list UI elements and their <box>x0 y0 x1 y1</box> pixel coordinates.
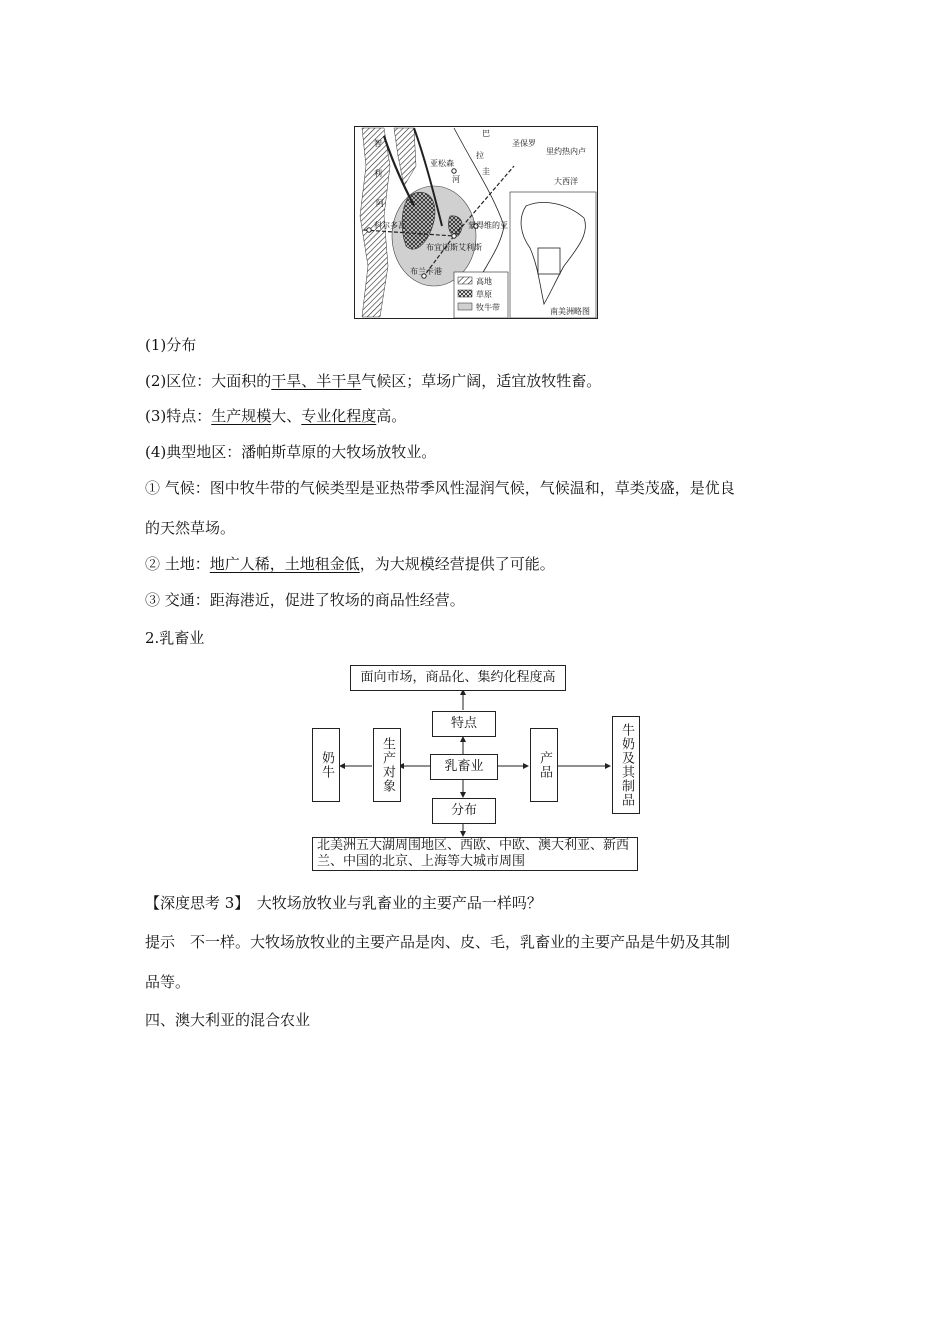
para-location-a: (2)区位：大面积的 <box>145 372 272 390</box>
para-features <box>145 406 406 426</box>
flow-box-distribution: 分布 <box>432 798 496 824</box>
para-location-c: 气候区；草场广阔，适宜放牧牲畜。 <box>361 372 602 390</box>
para-features-scale: 生产规模 <box>211 407 272 425</box>
map-label-asuncion: 亚松森 <box>430 159 454 168</box>
map-label-rio: 里约热内卢 <box>546 147 586 156</box>
flow-box-product: 产品 <box>530 728 558 802</box>
para-land-a: ② 土地： <box>145 555 210 573</box>
flow-box-milk: 牛奶及其制品 <box>612 716 640 814</box>
map-label-gui: 圭 <box>482 167 490 176</box>
para-location <box>145 371 601 391</box>
para-location-underline: 干旱、半干旱 <box>271 372 362 390</box>
inset-caption: 南美洲略图 <box>550 307 590 316</box>
para-typical-region: (4)典型地区：潘帕斯草原的大牧场放牧业。 <box>145 443 437 461</box>
para-climate-line2: 的天然草场。 <box>145 519 236 537</box>
flow-box-features: 特点 <box>432 711 496 737</box>
para-distribution: (1)分布 <box>145 336 197 354</box>
legend-highland: 高地 <box>476 277 492 286</box>
map-label-zhi: 智 <box>374 139 382 148</box>
map-label-sao-paulo: 圣保罗 <box>512 139 536 148</box>
pampas-map <box>354 126 598 319</box>
south-america-inset <box>510 192 596 318</box>
map-label-bahia-blanca: 布兰卡港 <box>410 267 442 276</box>
map-label-la: 拉 <box>476 151 484 160</box>
hint-line1: 提示 不一样。大牧场放牧业的主要产品是肉、皮、毛，乳畜业的主要产品是牛奶及其制 <box>145 933 731 951</box>
section-australia: 四、澳大利亚的混合农业 <box>145 1011 311 1029</box>
map-label-atlantic: 大西洋 <box>554 177 578 186</box>
dairy-flow-diagram <box>310 664 650 874</box>
para-land-underline: 地广人稀，土地租金低 <box>209 555 360 573</box>
flow-box-cow: 奶牛 <box>312 728 340 802</box>
map-label-ba: 巴 <box>482 129 490 138</box>
para-features-c: 大、 <box>271 407 302 425</box>
para-features-specialization: 专业化程度 <box>301 407 377 425</box>
para-features-e: 高。 <box>376 407 407 425</box>
deep-thinking-question: 【深度思考 3】 大牧场放牧业与乳畜业的主要产品一样吗？ <box>145 894 542 912</box>
legend-cattle-belt: 牧牛带 <box>476 303 500 312</box>
legend-grassland: 草原 <box>476 290 492 299</box>
section-dairy: 2.乳畜业 <box>145 629 205 647</box>
map-label-cordoba: 科尔多瓦 <box>374 221 406 230</box>
map-label-li: 利 <box>374 169 382 178</box>
para-land-c: ，为大规模经营提供了可能。 <box>359 555 555 573</box>
flow-box-market: 面向市场，商品化、集约化程度高 <box>350 665 566 691</box>
flow-box-object: 生产对象 <box>373 728 401 802</box>
para-climate-line1: ① 气候：图中牧牛带的气候类型是亚热带季风性湿润气候，气候温和，草类茂盛，是优良 <box>145 479 735 497</box>
hint-line2: 品等。 <box>145 973 191 991</box>
map-label-he: 河 <box>452 175 460 184</box>
flow-box-regions: 北美洲五大湖周围地区、西欧、中欧、澳大利亚、新西兰、中国的北京、上海等大城市周围 <box>312 837 638 871</box>
map-legend <box>454 272 508 318</box>
map-label-montevideo: 蒙得维的亚 <box>468 221 508 230</box>
para-features-a: (3)特点： <box>145 407 212 425</box>
para-transport: ③ 交通：距海港近，促进了牧场的商品性经营。 <box>145 591 465 609</box>
map-label-a: 阿 <box>376 199 384 208</box>
para-land <box>145 554 555 574</box>
map-label-buenos-aires: 布宜诺斯艾利斯 <box>426 243 482 252</box>
flow-box-center: 乳畜业 <box>430 754 498 780</box>
